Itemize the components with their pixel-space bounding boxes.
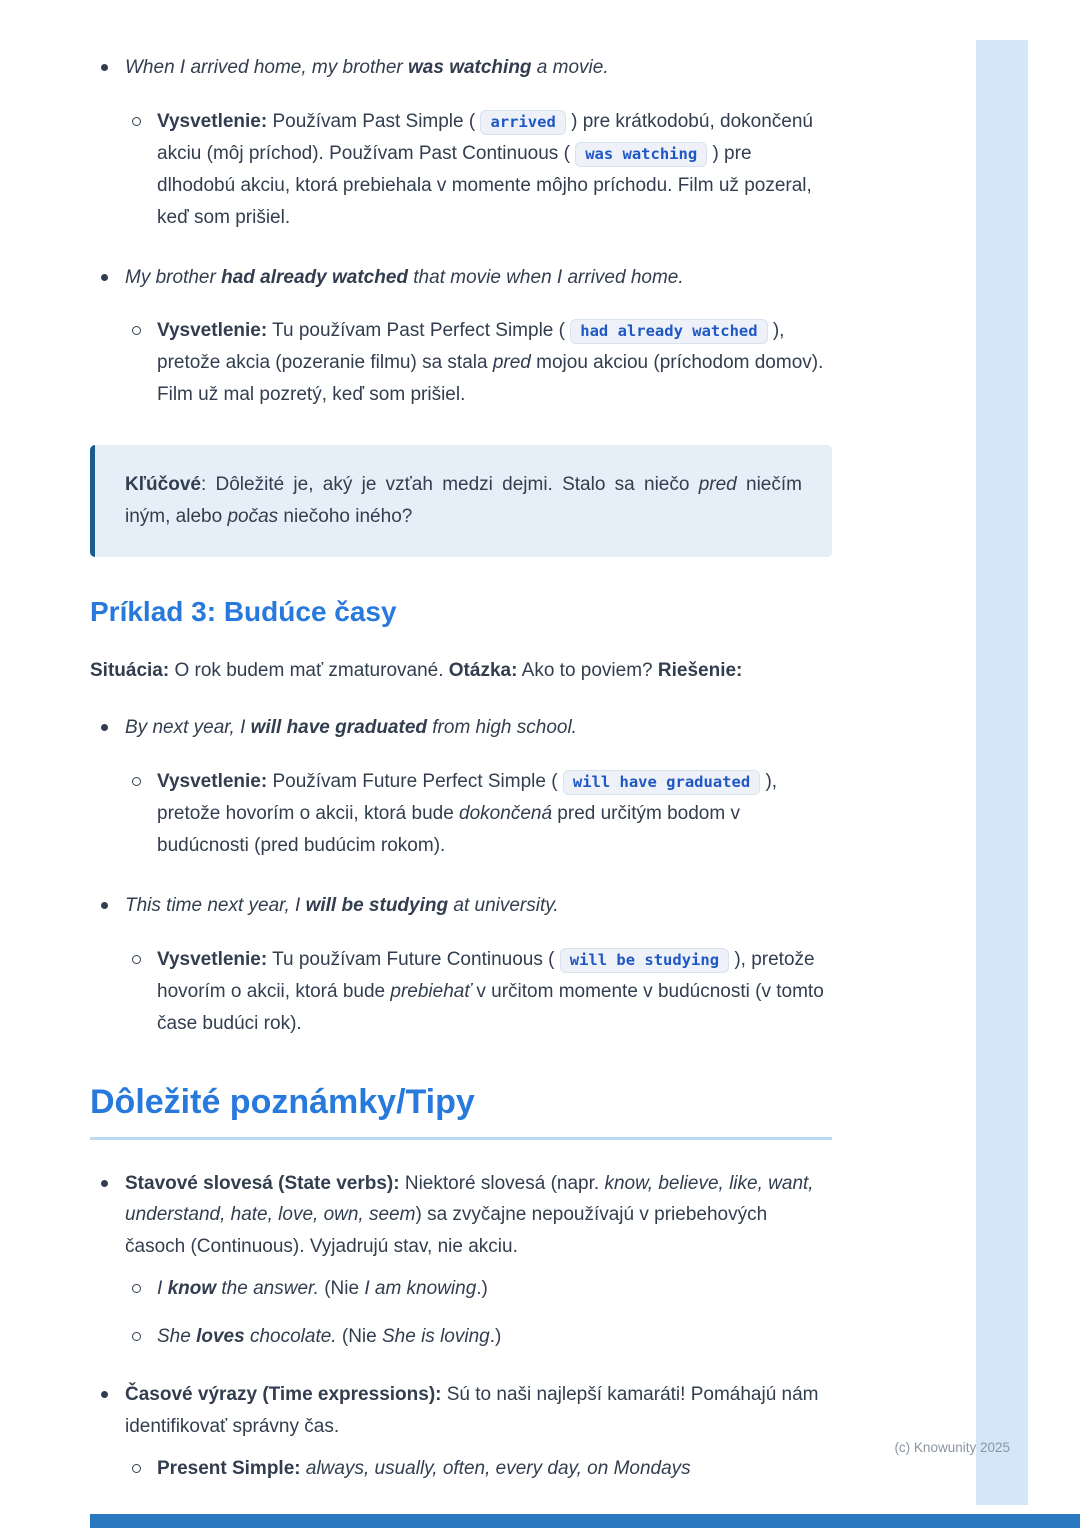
tip-sub-text: I know the answer. (Nie I am knowing.) (157, 1278, 488, 1300)
section-heading-priklad-3: Príklad 3: Budúce časy (90, 595, 397, 627)
example-sentence: When I arrived home, my brother was watching a movie. (125, 57, 609, 78)
explanation-text: Vysvetlenie: Tu používam Past Perfect Simple ( had already watched ), pretože akcia (pozeranie filmu) sa stala pred mojou akciou (príchodom domov). Film už mal pozretý, keď som prišiel. (157, 320, 824, 406)
key-callout-text: Kľúčové: Dôležité je, aký je vzťah medzi dejmi. Stalo sa niečo pred niečím iným, alebo počas niečoho iného? (125, 474, 802, 528)
example-item-future-perfect (90, 712, 832, 862)
explanation-text: Vysvetlenie: Tu používam Future Continuous ( will be studying ), pretože hovorím o akcii, ktorá bude prebiehať v určitom momente v budúcnosti (v tomto čase budúci rok). (157, 949, 824, 1034)
explanation-list (125, 766, 832, 862)
past-examples-list (90, 52, 832, 411)
example-item-past-perfect (90, 262, 832, 412)
copyright-text: (c) Knowunity 2025 (894, 1440, 1010, 1455)
example-sentence: My brother had already watched that movie when I arrived home. (125, 266, 684, 288)
document-content (90, 52, 832, 1511)
key-callout (90, 445, 832, 557)
tip-sub-item (125, 1321, 832, 1353)
example-item-future-continuous (90, 890, 832, 1040)
bottom-blue-bar (90, 1514, 1080, 1528)
example-sentence: By next year, I will have graduated from high school. (125, 717, 577, 739)
tip-sub-item (125, 1453, 832, 1485)
explanation-list (125, 944, 832, 1040)
example-sentence: This time next year, I will be studying at university. (125, 895, 559, 917)
situation-paragraph: Situácia: O rok budem mať zmaturované. Otázka: Ako to poviem? Riešenie: (90, 659, 743, 681)
explanation-text: Vysvetlenie: Používam Past Simple ( arrived ) pre krátkodobú, dokončenú akciu (môj príchod). Používam Past Continuous ( was watching ) pre dlhodobú akciu, ktorá prebiehala v momente môjho príchodu. Film už pozeral, keď som prišiel. (157, 110, 813, 228)
tip-sub-text: Present Simple: always, usually, often, every day, on Mondays (157, 1457, 691, 1479)
tip-sub-list (125, 1273, 832, 1353)
explanation-list (125, 106, 832, 234)
tips-list (90, 1168, 832, 1485)
tip-item-state-verbs (90, 1168, 832, 1354)
tip-text: Stavové slovesá (State verbs): Niektoré slovesá (napr. know, believe, like, want, understand, hate, love, own, seem) sa zvyčajne nepoužívajú v priebehových časoch (Continuous). Vyjadrujú stav, nie akciu. (125, 1172, 814, 1258)
section-heading-tipy: Dôležité poznámky/Tipy (90, 1082, 832, 1140)
explanation-item (125, 315, 832, 411)
tip-text: Časové výrazy (Time expressions): Sú to naši najlepší kamaráti! Pomáhajú nám identifikovať správny čas. (125, 1384, 819, 1437)
explanation-list (125, 315, 832, 411)
explanation-item (125, 766, 832, 862)
tip-sub-text: She loves chocolate. (Nie She is loving.) (157, 1326, 502, 1348)
explanation-item (125, 944, 832, 1040)
example-item-past-continuous (90, 52, 832, 234)
tip-sub-item (125, 1273, 832, 1305)
future-examples-list (90, 712, 832, 1039)
explanation-text: Vysvetlenie: Používam Future Perfect Simple ( will have graduated ), pretože hovorím o akcii, ktorá bude dokončená pred určitým bodom v budúcnosti (pred budúcim rokom). (157, 771, 778, 857)
tip-item-time-expressions (90, 1379, 832, 1485)
tip-sub-list (125, 1453, 832, 1485)
right-margin-strip (976, 40, 1028, 1505)
explanation-item (125, 106, 832, 234)
